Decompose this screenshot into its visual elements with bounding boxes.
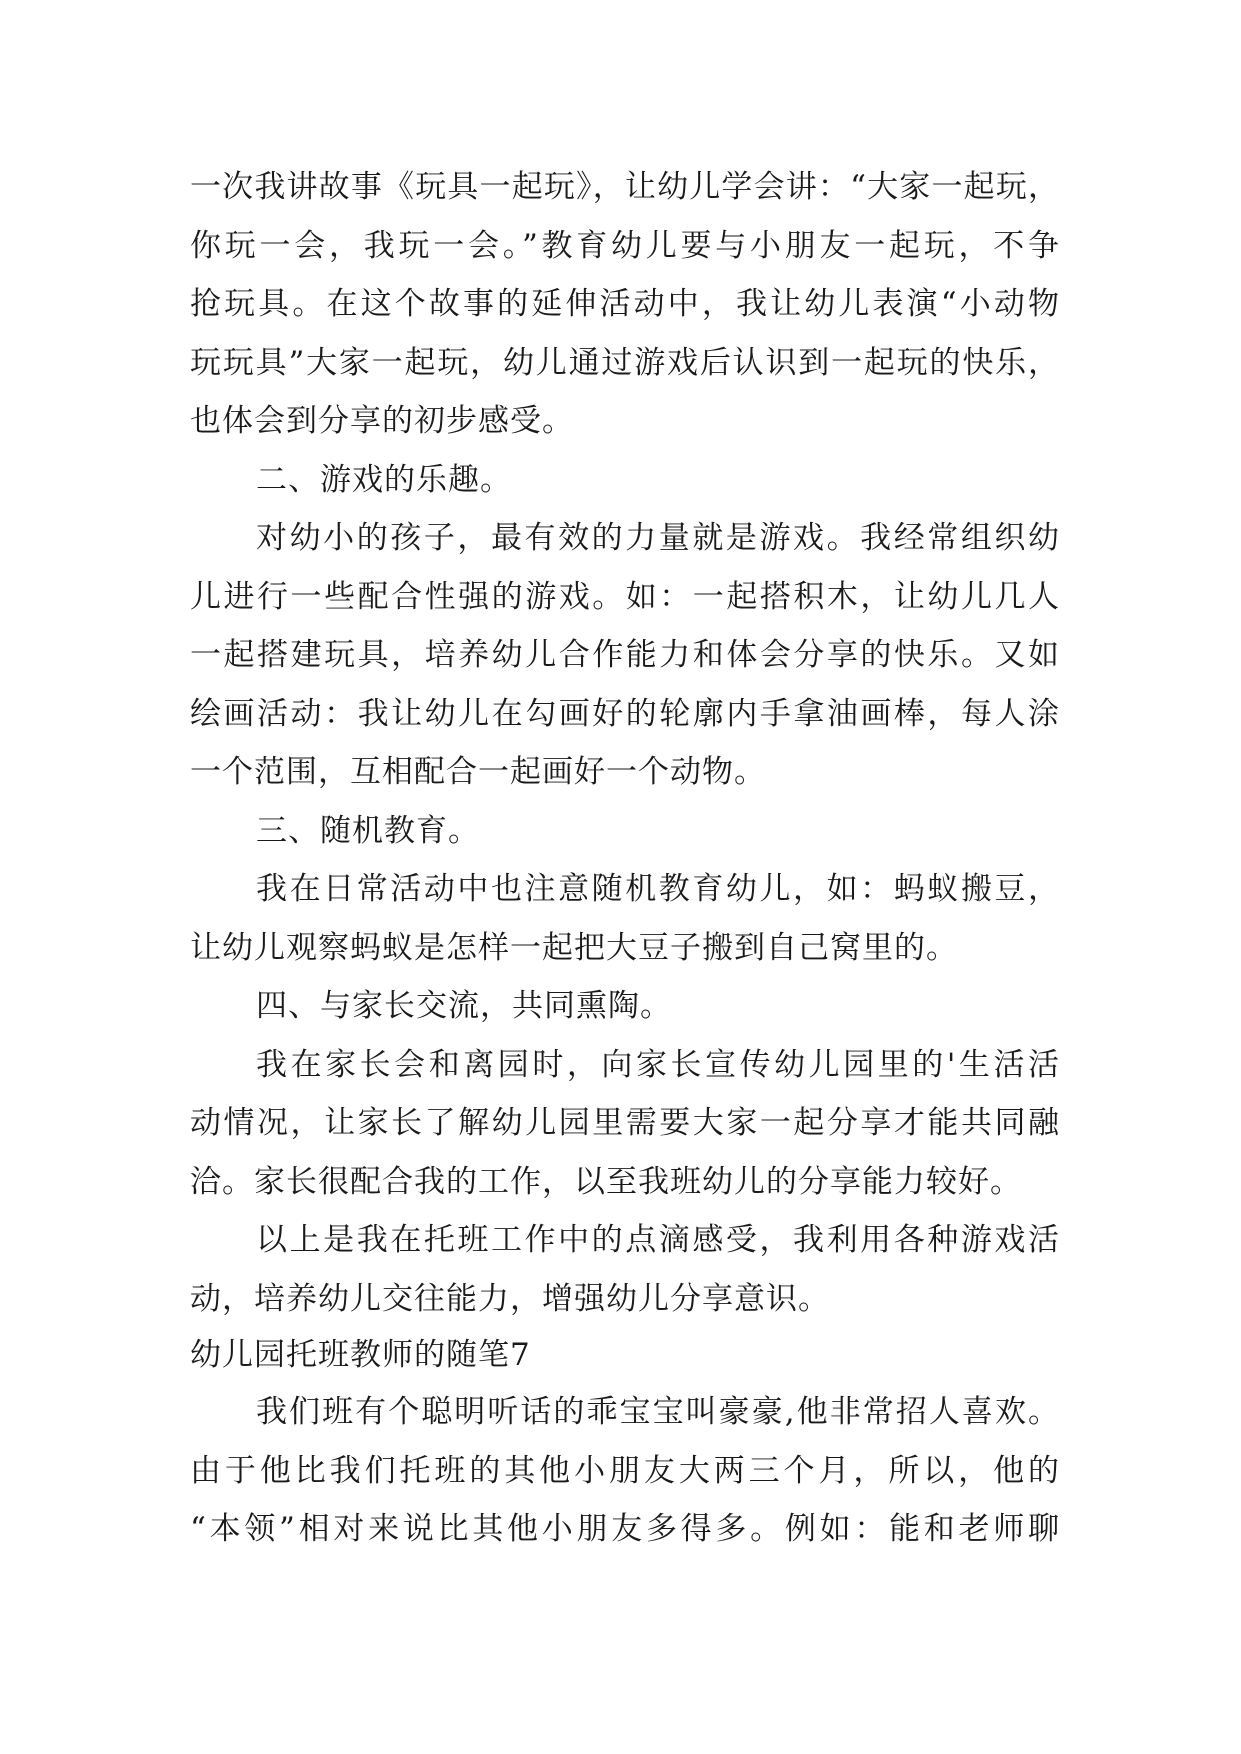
body-text-line: 绘画活动：我让幼儿在勾画好的轮廓内手拿油画棒，每人涂	[190, 695, 1060, 732]
body-text-line: 我在家长会和离园时，向家长宣传幼儿园里的'生活活	[256, 1046, 1060, 1083]
body-text-line: 你玩一会，我玩一会。”教育幼儿要与小朋友一起玩，不争	[190, 227, 1060, 264]
document-body	[190, 158, 1060, 1559]
body-text-line: 我们班有个聪明听话的乖宝宝叫豪豪,他非常招人喜欢。	[256, 1394, 1060, 1430]
body-text-line: 一次我讲故事《玩具一起玩》，让幼儿学会讲：“大家一起玩，	[190, 169, 1060, 205]
body-text-line: 对幼小的孩子，最有效的力量就是游戏。我经常组织幼	[256, 520, 1060, 556]
body-text-line: 也体会到分享的初步感受。	[190, 403, 574, 439]
body-text-line: 让幼儿观察蚂蚁是怎样一起把大豆子搬到自己窝里的。	[190, 929, 958, 966]
section-heading: 四、与家长交流，共同熏陶。	[256, 988, 672, 1024]
body-text-line: 儿进行一些配合性强的游戏。如：一起搭积木，让幼儿几人	[190, 578, 1060, 615]
body-text-line: “本领”相对来说比其他小朋友多得多。例如：能和老师聊	[190, 1511, 1060, 1547]
section-heading: 二、游戏的乐趣。	[256, 461, 512, 498]
body-text-line: 由于他比我们托班的其他小朋友大两三个月，所以，他的	[190, 1452, 1060, 1489]
article-title: 幼儿园托班教师的随笔7	[190, 1337, 531, 1373]
body-text-line: 抢玩具。在这个故事的延伸活动中，我让幼儿表演“小动物	[190, 286, 1060, 322]
body-text-line: 洽。家长很配合我的工作，以至我班幼儿的分享能力较好。	[190, 1163, 1022, 1200]
section-heading: 三、随机教育。	[256, 812, 480, 849]
body-text-line: 玩玩具”大家一起玩，幼儿通过游戏后认识到一起玩的快乐，	[190, 344, 1060, 381]
body-text-line: 一个范围，互相配合一起画好一个动物。	[190, 754, 766, 790]
body-text-line: 动，培养幼儿交往能力，增强幼儿分享意识。	[190, 1280, 830, 1317]
body-text-line: 一起搭建玩具，培养幼儿合作能力和体会分享的快乐。又如	[190, 637, 1060, 673]
body-text-line: 我在日常活动中也注意随机教育幼儿，如：蚂蚁搬豆，	[256, 871, 1060, 907]
body-text-line: 以上是我在托班工作中的点滴感受，我利用各种游戏活	[256, 1222, 1060, 1258]
body-text-line: 动情况，让家长了解幼儿园里需要大家一起分享才能共同融	[190, 1105, 1060, 1141]
